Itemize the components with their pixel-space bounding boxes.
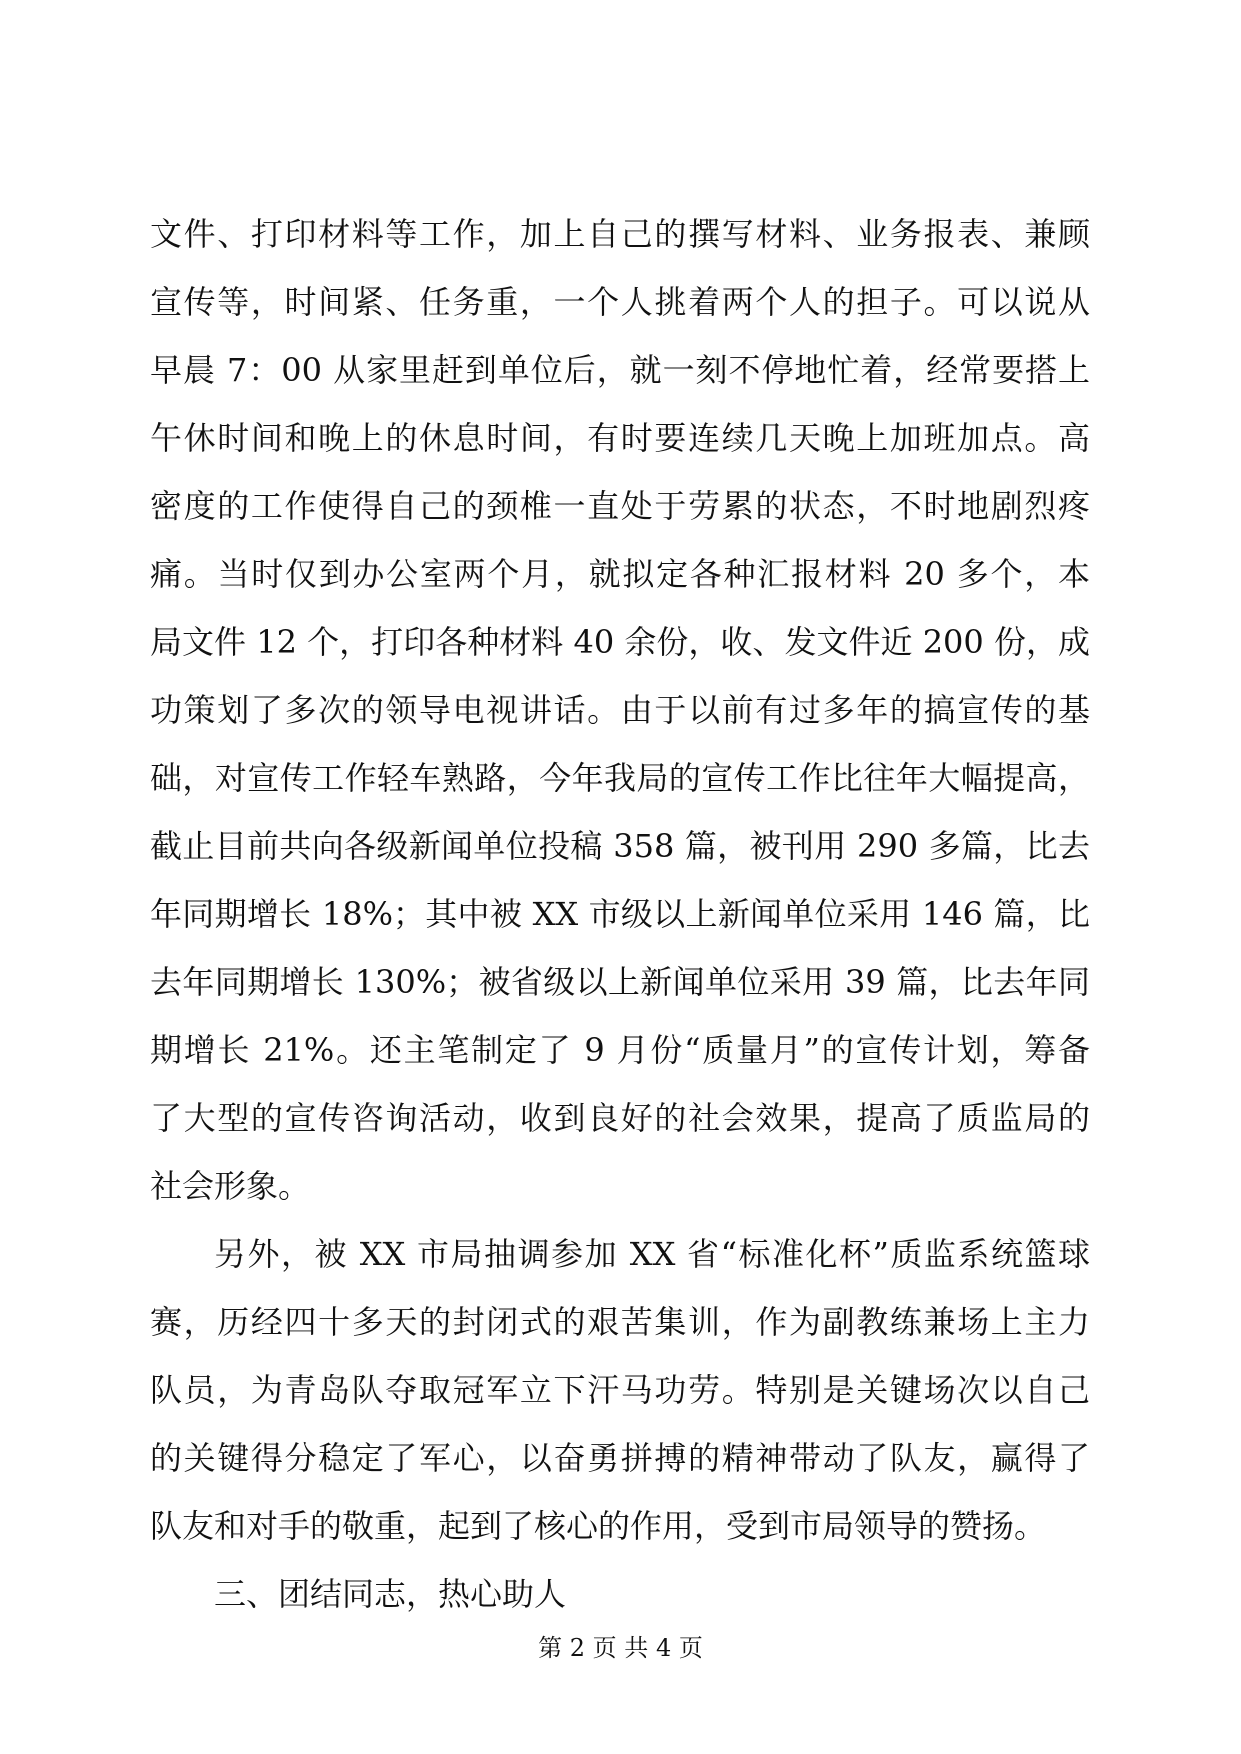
- text-line: 队友和对手的敬重，起到了核心的作用，受到市局领导的赞扬。: [150, 1507, 1047, 1545]
- text-line: 痛。当时仅到办公室两个月，就拟定各种汇报材料 20 多个，本: [150, 555, 1090, 593]
- text-line: 局文件 12 个，打印各种材料 40 余份，收、发文件近 200 份，成: [150, 623, 1090, 661]
- text-line: 另外，被 XX 市局抽调参加 XX 省“标准化杯”质监系统篮球: [214, 1235, 1090, 1273]
- text-line: 密度的工作使得自己的颈椎一直处于劳累的状态，不时地剧烈疼: [150, 487, 1090, 525]
- text-line: 期增长 21%。还主笔制定了 9 月份“质量月”的宣传计划，筹备: [150, 1031, 1090, 1069]
- section-heading: 三、团结同志，热心助人: [214, 1575, 567, 1613]
- text-line: 队员，为青岛队夺取冠军立下汗马功劳。特别是关键场次以自己: [150, 1371, 1090, 1409]
- text-line: 年同期增长 18%；其中被 XX 市级以上新闻单位采用 146 篇，比: [150, 895, 1090, 933]
- text-line: 去年同期增长 130%；被省级以上新闻单位采用 39 篇，比去年同: [150, 963, 1090, 1001]
- text-line: 功策划了多次的领导电视讲话。由于以前有过多年的搞宣传的基: [150, 691, 1090, 729]
- text-line: 的关键得分稳定了军心，以奋勇拼搏的精神带动了队友，赢得了: [150, 1439, 1090, 1477]
- text-line: 宣传等，时间紧、任务重，一个人挑着两个人的担子。可以说从: [150, 283, 1090, 321]
- text-line: 赛，历经四十多天的封闭式的艰苦集训，作为副教练兼场上主力: [150, 1303, 1090, 1341]
- document-body: [150, 200, 1090, 1628]
- text-line: 文件、打印材料等工作，加上自己的撰写材料、业务报表、兼顾: [150, 215, 1090, 253]
- text-line: 早晨 7：00 从家里赶到单位后，就一刻不停地忙着，经常要搭上: [150, 351, 1090, 389]
- text-line: 础，对宣传工作轻车熟路，今年我局的宣传工作比往年大幅提高，: [150, 759, 1090, 797]
- text-line: 截止目前共向各级新闻单位投稿 358 篇，被刊用 290 多篇，比去: [150, 827, 1090, 865]
- text-line: 了大型的宣传咨询活动，收到良好的社会效果，提高了质监局的: [150, 1099, 1090, 1137]
- text-line: 午休时间和晚上的休息时间，有时要连续几天晚上加班加点。高: [150, 419, 1090, 457]
- text-line: 社会形象。: [150, 1167, 311, 1205]
- page-footer: 第 2 页 共 4 页: [538, 1634, 703, 1662]
